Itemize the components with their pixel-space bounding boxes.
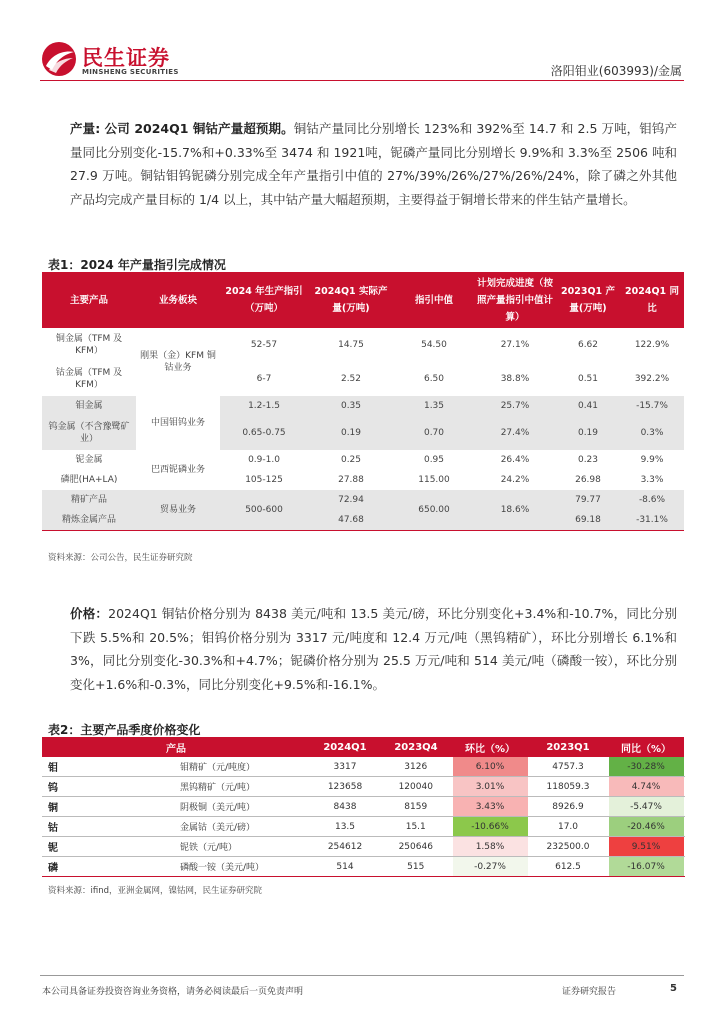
t1-cell-mid: 0.95: [394, 450, 474, 470]
t2-cell-qoq: 1.58%: [452, 837, 528, 857]
t2-cell-element: 铜: [42, 797, 82, 817]
table-row: [42, 396, 684, 416]
price-text: 2024Q1 铜钴价格分别为 8438 美元/吨和 13.5 美元/磅，环比分别变化+3.4%和-10.7%，同比分别下跌 5.5%和 20.5%；钼钨价格分别为 3317 元/吨度和 12.4 万元/吨（黑钨精矿），环比分别增长 6.1%和 3%，同比分别变化-30.3%和+4.7%；铌磷价格分别为 25.5 万元/吨和 514 美元/吨（磷酸一铵），环比分别变化+1.6%和-0.3%，同比分别变化+9.5%和-16.1%。: [70, 606, 677, 692]
t2-cell-2024q1: 514: [310, 857, 380, 877]
t1-cell-yoy: -31.1%: [620, 510, 684, 531]
t2-header-qoq: 环比（%）: [452, 737, 528, 757]
t1-cell-segment: 中国钼钨业务: [136, 396, 220, 450]
t2-cell-name: 黑钨精矿（元/吨）: [82, 777, 310, 797]
t2-header-2023q4: 2023Q4: [380, 737, 452, 757]
t1-cell-guidance: 105-125: [220, 470, 308, 490]
t2-cell-2024q1: 3317: [310, 757, 380, 777]
t1-cell-2023q1: 79.77: [556, 490, 620, 510]
t2-cell-2023q4: 120040: [380, 777, 452, 797]
t2-cell-element: 磷: [42, 857, 82, 877]
t2-cell-name: 铌铁（元/吨）: [82, 837, 310, 857]
t2-cell-qoq: 3.43%: [452, 797, 528, 817]
table1-caption: 表1：2024 年产量指引完成情况: [48, 258, 226, 272]
table-row: [42, 797, 684, 817]
t1-cell-yoy: 392.2%: [620, 362, 684, 396]
t1-cell-actual: 47.68: [308, 510, 394, 531]
t1-cell-product: 钴金属（TFM 及 KFM）: [42, 362, 136, 396]
t1-header-actual: 2024Q1 实际产量(万吨): [308, 272, 394, 328]
t1-cell-yoy: -8.6%: [620, 490, 684, 510]
header-company-ticker: 洛阳钼业(603993)/金属: [550, 64, 682, 78]
footer-report-type: 证券研究报告: [562, 987, 617, 997]
t2-cell-qoq: 3.01%: [452, 777, 528, 797]
t2-cell-qoq: -0.27%: [452, 857, 528, 877]
t1-cell-guidance: 1.2-1.5: [220, 396, 308, 416]
t1-cell-yoy: -15.7%: [620, 396, 684, 416]
t1-header-guidance: 2024 年生产指引（万吨）: [220, 272, 308, 328]
t1-cell-guidance: 6-7: [220, 362, 308, 396]
table2-caption: 表2：主要产品季度价格变化: [48, 723, 201, 737]
table-row: [42, 328, 684, 362]
t2-cell-element: 钴: [42, 817, 82, 837]
t2-cell-yoy: -20.46%: [608, 817, 684, 837]
t1-cell-mid: 650.00: [394, 490, 474, 531]
t1-cell-actual: 14.75: [308, 328, 394, 362]
table-row: [42, 817, 684, 837]
t1-cell-product: 钨金属（不含豫鹭矿业）: [42, 416, 136, 450]
header-divider: [40, 80, 684, 81]
t2-cell-qoq: -10.66%: [452, 817, 528, 837]
t1-cell-mid: 1.35: [394, 396, 474, 416]
t2-cell-name: 阴极铜（美元/吨）: [82, 797, 310, 817]
t2-cell-2023q1: 612.5: [528, 857, 608, 877]
t1-cell-segment: 刚果（金）KFM 铜钴业务: [136, 328, 220, 396]
t1-cell-progress: 25.7%: [474, 396, 556, 416]
t1-cell-progress: 27.4%: [474, 416, 556, 450]
t1-cell-actual: 0.25: [308, 450, 394, 470]
t1-cell-product: 钼金属: [42, 396, 136, 416]
t1-cell-2023q1: 0.23: [556, 450, 620, 470]
t2-cell-2023q4: 3126: [380, 757, 452, 777]
production-text: 铜钴产量同比分别增长 123%和 392%至 14.7 和 2.5 万吨，钼钨产量同比分别变化-15.7%和+0.33%至 3474 和 1921吨，铌磷产量同比分别增长 9.9%和 3.3%至 2506 吨和 27.9 万吨。铜钴钼钨铌磷分别完成全年产量指引中值的 27%/39%/26%/27%/26%/24%，除了磷之外其他产品均完成产量目标的 1/4 以上，其中钴产量大幅超预期，主要得益于铜增长带来的伴生钴产量增长。: [70, 121, 677, 207]
logo-text-en: MINSHENG SECURITIES: [82, 68, 179, 76]
production-guidance-table: [42, 272, 684, 531]
table-row: [42, 757, 684, 777]
t2-cell-qoq: 6.10%: [452, 757, 528, 777]
t2-cell-2024q1: 123658: [310, 777, 380, 797]
table-row: [42, 777, 684, 797]
t1-cell-2023q1: 0.41: [556, 396, 620, 416]
t1-header-2023q1: 2023Q1 产量(万吨): [556, 272, 620, 328]
t1-cell-mid: 0.70: [394, 416, 474, 450]
t1-cell-product: 精炼金属产品: [42, 510, 136, 531]
t1-cell-guidance: 0.9-1.0: [220, 450, 308, 470]
t1-cell-actual: 0.35: [308, 396, 394, 416]
t1-cell-2023q1: 69.18: [556, 510, 620, 531]
t1-cell-progress: 18.6%: [474, 490, 556, 531]
t2-cell-2023q4: 8159: [380, 797, 452, 817]
t2-cell-yoy: 9.51%: [608, 837, 684, 857]
t2-cell-2024q1: 13.5: [310, 817, 380, 837]
production-paragraph: [70, 117, 677, 211]
table1-source: 资料来源：公司公告，民生证券研究院: [48, 553, 193, 563]
table1-header-row: [42, 272, 684, 328]
t1-header-mid: 指引中值: [394, 272, 474, 328]
t2-cell-element: 钼: [42, 757, 82, 777]
t1-cell-yoy: 9.9%: [620, 450, 684, 470]
t1-cell-product: 铜金属（TFM 及 KFM）: [42, 328, 136, 362]
t1-header-segment: 业务板块: [136, 272, 220, 328]
table-row: [42, 837, 684, 857]
t1-cell-yoy: 3.3%: [620, 470, 684, 490]
t1-cell-actual: 72.94: [308, 490, 394, 510]
t1-header-progress: 计划完成进度（按照产量指引中值计算）: [474, 272, 556, 328]
t2-cell-2023q1: 17.0: [528, 817, 608, 837]
t1-cell-2023q1: 0.51: [556, 362, 620, 396]
t1-cell-guidance: 52-57: [220, 328, 308, 362]
logo-mark-icon: [40, 40, 78, 78]
t2-cell-2024q1: 8438: [310, 797, 380, 817]
t1-cell-progress: 38.8%: [474, 362, 556, 396]
t1-cell-progress: 27.1%: [474, 328, 556, 362]
table-row: [42, 490, 684, 510]
t1-header-product: 主要产品: [42, 272, 136, 328]
t1-header-yoy: 2024Q1 同比: [620, 272, 684, 328]
t2-cell-2023q1: 4757.3: [528, 757, 608, 777]
company-logo: [40, 40, 190, 80]
t1-cell-segment: 贸易业务: [136, 490, 220, 531]
t2-cell-yoy: -5.47%: [608, 797, 684, 817]
t2-cell-2023q4: 250646: [380, 837, 452, 857]
price-change-table: [42, 737, 684, 877]
t2-cell-2023q1: 118059.3: [528, 777, 608, 797]
footer-disclaimer: 本公司具备证券投资咨询业务资格，请务必阅读最后一页免责声明: [42, 987, 304, 997]
t2-header-yoy: 同比（%）: [608, 737, 684, 757]
t1-cell-actual: 27.88: [308, 470, 394, 490]
t2-cell-yoy: -30.28%: [608, 757, 684, 777]
t1-cell-mid: 54.50: [394, 328, 474, 362]
t2-cell-2023q4: 515: [380, 857, 452, 877]
t1-cell-actual: 2.52: [308, 362, 394, 396]
t2-cell-2024q1: 254612: [310, 837, 380, 857]
table-row: [42, 450, 684, 470]
t1-cell-product: 磷肥(HA+LA): [42, 470, 136, 490]
t2-cell-2023q4: 15.1: [380, 817, 452, 837]
t2-cell-yoy: -16.07%: [608, 857, 684, 877]
t1-cell-2023q1: 26.98: [556, 470, 620, 490]
t1-cell-guidance: 0.65-0.75: [220, 416, 308, 450]
t1-cell-product: 铌金属: [42, 450, 136, 470]
t1-cell-actual: 0.19: [308, 416, 394, 450]
t2-header-2024q1: 2024Q1: [310, 737, 380, 757]
t1-cell-mid: 115.00: [394, 470, 474, 490]
t2-header-product: 产品: [42, 737, 310, 757]
t2-cell-2023q1: 8926.9: [528, 797, 608, 817]
t1-cell-product: 精矿产品: [42, 490, 136, 510]
price-lead: 价格：: [70, 606, 109, 621]
footer-divider: [40, 975, 684, 976]
t1-cell-mid: 6.50: [394, 362, 474, 396]
t1-cell-yoy: 0.3%: [620, 416, 684, 450]
t1-cell-progress: 24.2%: [474, 470, 556, 490]
logo-text-cn: 民生证券: [82, 46, 170, 70]
t1-cell-progress: 26.4%: [474, 450, 556, 470]
table-row: [42, 857, 684, 877]
t2-cell-name: 金属钴（美元/磅）: [82, 817, 310, 837]
t2-cell-name: 磷酸一铵（美元/吨）: [82, 857, 310, 877]
table2-header-row: [42, 737, 684, 757]
t2-header-2023q1: 2023Q1: [528, 737, 608, 757]
production-lead: 产量: 公司 2024Q1 铜钴产量超预期。: [70, 121, 294, 136]
t1-cell-2023q1: 0.19: [556, 416, 620, 450]
t2-cell-element: 铌: [42, 837, 82, 857]
t1-cell-guidance: 500-600: [220, 490, 308, 531]
t2-cell-name: 钼精矿（元/吨度）: [82, 757, 310, 777]
price-paragraph: [70, 602, 677, 696]
table2-source: 资料来源：ifind，亚洲金属网，镍钴网，民生证券研究院: [48, 886, 263, 896]
t2-cell-2023q1: 232500.0: [528, 837, 608, 857]
t1-cell-segment: 巴西铌磷业务: [136, 450, 220, 490]
t1-cell-2023q1: 6.62: [556, 328, 620, 362]
page-number: 5: [670, 983, 677, 994]
t2-cell-yoy: 4.74%: [608, 777, 684, 797]
t1-cell-yoy: 122.9%: [620, 328, 684, 362]
t2-cell-element: 钨: [42, 777, 82, 797]
